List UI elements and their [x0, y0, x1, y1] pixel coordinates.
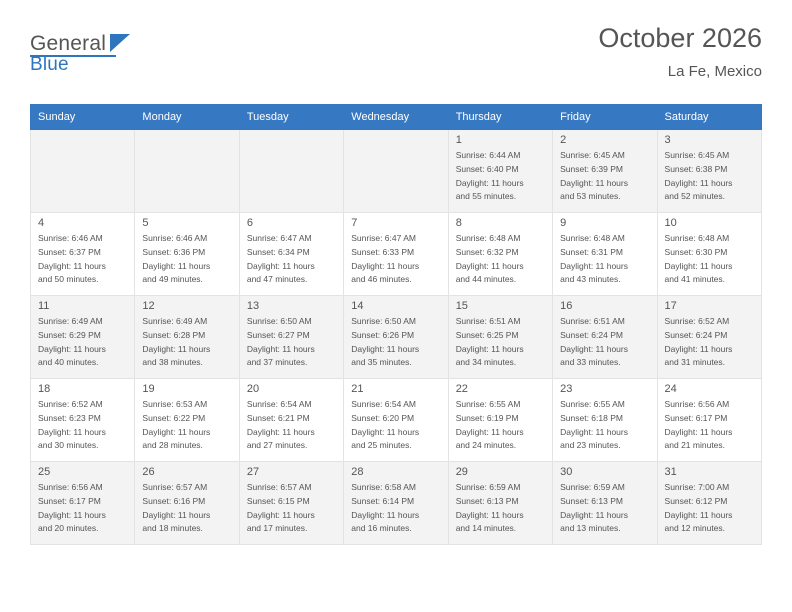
day-sun-info-line: Sunrise: 6:45 AM: [560, 150, 625, 160]
day-sun-info-line: and 35 minutes.: [351, 357, 412, 368]
day-sun-info: [456, 149, 546, 204]
day-sun-info-line: Sunrise: 6:47 AM: [351, 233, 416, 243]
day-sun-info: [665, 315, 755, 370]
day-number: 7: [351, 217, 358, 229]
day-sun-info-line: and 53 minutes.: [560, 191, 621, 202]
day-sun-info-line: Daylight: 11 hours: [38, 509, 106, 520]
day-sun-info-line: Sunset: 6:18 PM: [560, 412, 623, 423]
calendar-table: [30, 104, 762, 545]
weekday-header-monday: Monday: [135, 105, 239, 130]
day-sun-info-line: Sunrise: 6:49 AM: [142, 316, 208, 326]
page-subtitle: La Fe, Mexico: [667, 62, 762, 80]
day-number: 4: [38, 217, 45, 229]
day-sun-info-line: Sunrise: 6:48 AM: [455, 233, 521, 243]
calendar-day-cell[interactable]: [239, 379, 343, 462]
calendar-day-cell[interactable]: [553, 296, 657, 379]
calendar-week-row: [31, 296, 762, 379]
day-sun-info: [351, 398, 441, 453]
day-sun-info-line: Daylight: 11 hours: [664, 343, 733, 354]
day-sun-info-line: Sunset: 6:13 PM: [560, 495, 623, 506]
calendar-day-cell[interactable]: [344, 213, 448, 296]
calendar-day-cell[interactable]: [448, 296, 552, 379]
calendar-day-cell-empty: [344, 130, 448, 213]
day-sun-info: [247, 315, 337, 370]
day-sun-info-line: Sunset: 6:37 PM: [38, 246, 101, 257]
title-block: [598, 24, 762, 80]
day-number: 31: [664, 466, 677, 478]
day-sun-info-line: Sunset: 6:22 PM: [142, 412, 206, 423]
calendar-day-cell[interactable]: [31, 213, 135, 296]
day-sun-info-line: and 13 minutes.: [560, 523, 621, 534]
day-sun-info-line: Sunset: 6:32 PM: [455, 246, 519, 257]
day-sun-info-line: and 41 minutes.: [664, 274, 726, 285]
day-sun-info: [247, 398, 337, 453]
day-number: 18: [38, 383, 51, 395]
calendar-day-cell[interactable]: [657, 296, 761, 379]
day-sun-info-line: Sunset: 6:34 PM: [246, 246, 310, 257]
day-sun-info: [560, 481, 650, 536]
day-sun-info-line: Daylight: 11 hours: [246, 426, 315, 437]
day-sun-info-line: Sunrise: 6:47 AM: [246, 233, 312, 243]
day-sun-info: [560, 149, 650, 204]
day-sun-info-line: Daylight: 11 hours: [38, 260, 106, 271]
day-sun-info-line: Daylight: 11 hours: [560, 426, 628, 437]
day-sun-info-line: Sunset: 6:36 PM: [142, 246, 206, 257]
day-sun-info-line: Sunrise: 6:49 AM: [38, 316, 103, 326]
day-sun-info-line: and 30 minutes.: [38, 440, 99, 451]
calendar-day-cell[interactable]: [448, 130, 552, 213]
day-sun-info-line: and 23 minutes.: [560, 440, 621, 451]
day-sun-info-line: Sunrise: 6:53 AM: [142, 399, 208, 409]
day-sun-info-line: Sunrise: 6:51 AM: [455, 316, 521, 326]
day-sun-info-line: Sunrise: 6:56 AM: [664, 399, 730, 409]
day-sun-info-line: Sunrise: 6:48 AM: [664, 233, 730, 243]
day-sun-info: [142, 398, 232, 453]
day-sun-info-line: and 38 minutes.: [142, 357, 203, 368]
day-sun-info: [665, 398, 755, 453]
calendar-day-cell-empty: [239, 130, 343, 213]
day-sun-info-line: and 50 minutes.: [38, 274, 99, 285]
day-sun-info: [351, 481, 441, 536]
day-sun-info-line: Sunrise: 6:57 AM: [142, 482, 208, 492]
day-sun-info-line: Sunset: 6:39 PM: [560, 163, 623, 174]
calendar-day-cell[interactable]: [657, 130, 761, 213]
day-sun-info-line: Daylight: 11 hours: [560, 509, 628, 520]
day-sun-info-line: Daylight: 11 hours: [664, 260, 733, 271]
day-sun-info-line: Sunset: 6:40 PM: [455, 163, 519, 174]
logo-flag-icon: [110, 34, 130, 52]
day-sun-info-line: and 27 minutes.: [246, 440, 308, 451]
day-sun-info: [560, 315, 650, 370]
day-number: 24: [664, 383, 677, 395]
day-number: 10: [664, 217, 677, 229]
day-number: 22: [455, 383, 468, 395]
day-sun-info: [38, 232, 128, 287]
calendar-day-cell[interactable]: [31, 379, 135, 462]
day-sun-info-line: and 16 minutes.: [351, 523, 412, 534]
day-sun-info-line: Sunset: 6:21 PM: [246, 412, 310, 423]
day-sun-info-line: and 37 minutes.: [246, 357, 308, 368]
day-sun-info-line: and 17 minutes.: [246, 523, 308, 534]
day-sun-info-line: Daylight: 11 hours: [246, 343, 315, 354]
day-sun-info: [247, 232, 337, 287]
day-sun-info-line: Sunset: 6:24 PM: [560, 329, 623, 340]
day-number: 12: [142, 300, 155, 312]
day-number: 2: [560, 134, 567, 146]
day-number: 3: [664, 134, 671, 146]
day-sun-info-line: Daylight: 11 hours: [38, 426, 106, 437]
weekday-header-saturday: Saturday: [657, 105, 761, 130]
calendar-body: [31, 130, 762, 545]
calendar-day-cell[interactable]: [553, 130, 657, 213]
day-sun-info-line: Sunrise: 6:54 AM: [246, 399, 312, 409]
weekday-header-row: [31, 105, 762, 130]
day-sun-info-line: Sunrise: 6:58 AM: [351, 482, 416, 492]
day-sun-info-line: Daylight: 11 hours: [560, 260, 628, 271]
day-sun-info-line: Sunrise: 6:59 AM: [455, 482, 521, 492]
day-number: 27: [246, 466, 260, 478]
day-sun-info: [142, 315, 232, 370]
day-sun-info-line: Sunset: 6:19 PM: [455, 412, 519, 423]
day-sun-info-line: Daylight: 11 hours: [351, 260, 420, 271]
weekday-header-friday: Friday: [553, 105, 657, 130]
weekday-header-thursday: Thursday: [448, 105, 552, 130]
day-number: 15: [455, 300, 468, 312]
day-sun-info-line: and 52 minutes.: [664, 191, 726, 202]
day-number: 21: [351, 383, 364, 395]
day-number: 11: [38, 300, 50, 312]
calendar-day-cell[interactable]: [448, 462, 552, 545]
logo-text-general: General: [30, 32, 107, 55]
day-number: 20: [246, 383, 260, 395]
day-sun-info-line: Sunset: 6:27 PM: [246, 329, 310, 340]
day-number: 14: [351, 300, 364, 312]
calendar-day-cell[interactable]: [239, 296, 343, 379]
day-sun-info-line: Sunrise: 6:50 AM: [246, 316, 312, 326]
day-sun-info-line: Sunset: 6:20 PM: [351, 412, 415, 423]
page-title: October 2026: [598, 23, 762, 53]
calendar-week-row: [31, 462, 762, 545]
day-sun-info-line: Sunset: 6:16 PM: [142, 495, 206, 506]
day-sun-info-line: Sunrise: 6:52 AM: [38, 399, 103, 409]
day-number: 16: [560, 300, 573, 312]
day-sun-info-line: Daylight: 11 hours: [246, 260, 315, 271]
logo: [30, 24, 116, 76]
day-sun-info-line: Sunrise: 6:45 AM: [664, 150, 730, 160]
weekday-header-wednesday: Wednesday: [344, 105, 448, 130]
day-sun-info-line: Sunrise: 6:46 AM: [142, 233, 208, 243]
calendar-day-cell[interactable]: [553, 379, 657, 462]
day-sun-info-line: Sunrise: 6:57 AM: [246, 482, 312, 492]
calendar-day-cell[interactable]: [657, 213, 761, 296]
day-sun-info-line: Sunset: 6:14 PM: [351, 495, 415, 506]
day-sun-info-line: and 47 minutes.: [246, 274, 308, 285]
day-sun-info-line: Daylight: 11 hours: [142, 343, 211, 354]
day-sun-info-line: and 31 minutes.: [664, 357, 726, 368]
day-sun-info-line: and 40 minutes.: [38, 357, 99, 368]
day-sun-info-line: and 49 minutes.: [142, 274, 203, 285]
day-sun-info-line: Sunset: 6:17 PM: [38, 495, 101, 506]
day-sun-info: [456, 398, 546, 453]
calendar-day-cell[interactable]: [135, 462, 239, 545]
day-sun-info-line: Sunset: 6:31 PM: [560, 246, 623, 257]
day-sun-info-line: Sunset: 6:17 PM: [664, 412, 728, 423]
day-number: 13: [246, 300, 260, 312]
day-sun-info-line: and 43 minutes.: [560, 274, 621, 285]
day-sun-info-line: Daylight: 11 hours: [455, 260, 524, 271]
day-sun-info-line: Sunset: 6:29 PM: [38, 329, 101, 340]
day-sun-info: [351, 232, 441, 287]
day-sun-info-line: and 55 minutes.: [455, 191, 517, 202]
day-sun-info: [456, 232, 546, 287]
day-sun-info-line: Sunset: 6:30 PM: [664, 246, 728, 257]
day-sun-info-line: Sunrise: 6:50 AM: [351, 316, 416, 326]
day-sun-info-line: Daylight: 11 hours: [142, 426, 211, 437]
calendar-day-cell[interactable]: [135, 379, 239, 462]
day-sun-info-line: Daylight: 11 hours: [455, 509, 524, 520]
day-sun-info-line: Sunset: 6:38 PM: [664, 163, 728, 174]
calendar-day-cell[interactable]: [135, 296, 239, 379]
weekday-header-sunday: Sunday: [31, 105, 135, 130]
calendar-day-cell[interactable]: [31, 462, 135, 545]
calendar-day-cell-empty: [31, 130, 135, 213]
day-number: 19: [142, 383, 155, 395]
day-sun-info-line: Sunrise: 6:48 AM: [560, 233, 625, 243]
day-sun-info-line: Sunrise: 6:46 AM: [38, 233, 103, 243]
day-sun-info: [142, 232, 232, 287]
day-sun-info-line: Daylight: 11 hours: [560, 343, 628, 354]
day-sun-info: [665, 149, 755, 204]
day-sun-info-line: Sunset: 6:12 PM: [664, 495, 728, 506]
day-sun-info-line: Daylight: 11 hours: [351, 343, 420, 354]
day-sun-info-line: Daylight: 11 hours: [455, 343, 524, 354]
day-sun-info-line: Daylight: 11 hours: [560, 177, 628, 188]
day-number: 25: [38, 466, 51, 478]
day-number: 6: [246, 217, 253, 229]
calendar-day-cell[interactable]: [239, 213, 343, 296]
calendar-day-cell[interactable]: [239, 462, 343, 545]
calendar-day-cell[interactable]: [344, 296, 448, 379]
day-sun-info-line: Daylight: 11 hours: [246, 509, 315, 520]
day-sun-info-line: Daylight: 11 hours: [351, 509, 420, 520]
day-sun-info: [38, 481, 128, 536]
day-sun-info-line: Daylight: 11 hours: [455, 426, 524, 437]
calendar-week-row: [31, 379, 762, 462]
day-sun-info: [456, 481, 546, 536]
day-number: 26: [142, 466, 155, 478]
day-sun-info-line: Sunset: 6:28 PM: [142, 329, 206, 340]
day-number: 17: [664, 300, 677, 312]
day-sun-info-line: Sunset: 6:15 PM: [246, 495, 310, 506]
day-sun-info-line: Sunrise: 7:00 AM: [664, 482, 730, 492]
calendar-day-cell[interactable]: [553, 462, 657, 545]
calendar-day-cell-empty: [135, 130, 239, 213]
day-number: 8: [455, 217, 462, 229]
day-sun-info-line: and 14 minutes.: [455, 523, 517, 534]
day-sun-info-line: Daylight: 11 hours: [455, 177, 524, 188]
day-sun-info-line: and 25 minutes.: [351, 440, 412, 451]
day-sun-info-line: and 20 minutes.: [38, 523, 99, 534]
day-sun-info: [247, 481, 337, 536]
day-sun-info-line: and 12 minutes.: [664, 523, 726, 534]
logo-text-blue: Blue: [30, 54, 69, 75]
day-sun-info-line: Daylight: 11 hours: [664, 509, 733, 520]
calendar-day-cell[interactable]: [657, 462, 761, 545]
weekday-header-tuesday: Tuesday: [239, 105, 343, 130]
calendar-day-cell[interactable]: [135, 213, 239, 296]
day-number: 30: [560, 466, 573, 478]
day-sun-info-line: Sunset: 6:24 PM: [664, 329, 728, 340]
day-sun-info-line: Daylight: 11 hours: [351, 426, 420, 437]
day-sun-info-line: Sunset: 6:23 PM: [38, 412, 101, 423]
calendar-day-cell[interactable]: [553, 213, 657, 296]
day-sun-info-line: Sunset: 6:26 PM: [351, 329, 415, 340]
calendar-day-cell[interactable]: [344, 379, 448, 462]
calendar-week-row: [31, 130, 762, 213]
day-number: 28: [351, 466, 364, 478]
day-number: 9: [560, 217, 567, 229]
day-sun-info: [665, 481, 755, 536]
day-sun-info-line: Sunrise: 6:56 AM: [38, 482, 103, 492]
day-sun-info-line: Daylight: 11 hours: [142, 509, 211, 520]
day-sun-info-line: and 18 minutes.: [142, 523, 203, 534]
day-sun-info: [665, 232, 755, 287]
day-sun-info: [38, 315, 128, 370]
day-sun-info-line: Sunrise: 6:52 AM: [664, 316, 730, 326]
day-sun-info-line: Daylight: 11 hours: [664, 177, 733, 188]
day-sun-info-line: Sunrise: 6:55 AM: [560, 399, 625, 409]
day-sun-info: [560, 232, 650, 287]
day-sun-info: [351, 315, 441, 370]
calendar-week-row: [31, 213, 762, 296]
calendar-day-cell[interactable]: [31, 296, 135, 379]
day-sun-info-line: Daylight: 11 hours: [142, 260, 211, 271]
day-sun-info: [142, 481, 232, 536]
day-sun-info-line: and 21 minutes.: [664, 440, 726, 451]
day-sun-info-line: Sunrise: 6:59 AM: [560, 482, 625, 492]
day-sun-info-line: Sunset: 6:25 PM: [455, 329, 519, 340]
day-sun-info-line: and 46 minutes.: [351, 274, 412, 285]
day-sun-info: [560, 398, 650, 453]
day-number: 29: [455, 466, 468, 478]
day-sun-info-line: Sunrise: 6:51 AM: [560, 316, 625, 326]
calendar-day-cell[interactable]: [344, 462, 448, 545]
calendar-day-cell[interactable]: [448, 379, 552, 462]
calendar-day-cell[interactable]: [657, 379, 761, 462]
day-sun-info-line: Sunrise: 6:55 AM: [455, 399, 521, 409]
day-number: 5: [142, 217, 149, 229]
day-sun-info-line: Sunset: 6:33 PM: [351, 246, 415, 257]
day-sun-info-line: Daylight: 11 hours: [38, 343, 106, 354]
calendar-day-cell[interactable]: [448, 213, 552, 296]
page-header: [30, 24, 762, 94]
day-number: 1: [455, 134, 462, 146]
day-sun-info-line: Daylight: 11 hours: [664, 426, 733, 437]
day-sun-info-line: and 33 minutes.: [560, 357, 621, 368]
day-number: 23: [560, 383, 573, 395]
day-sun-info: [38, 398, 128, 453]
day-sun-info-line: Sunrise: 6:54 AM: [351, 399, 416, 409]
day-sun-info-line: Sunset: 6:13 PM: [455, 495, 519, 506]
day-sun-info-line: and 44 minutes.: [455, 274, 517, 285]
day-sun-info-line: and 28 minutes.: [142, 440, 203, 451]
day-sun-info-line: and 34 minutes.: [455, 357, 517, 368]
day-sun-info: [456, 315, 546, 370]
day-sun-info-line: and 24 minutes.: [455, 440, 517, 451]
day-sun-info-line: Sunrise: 6:44 AM: [455, 150, 521, 160]
